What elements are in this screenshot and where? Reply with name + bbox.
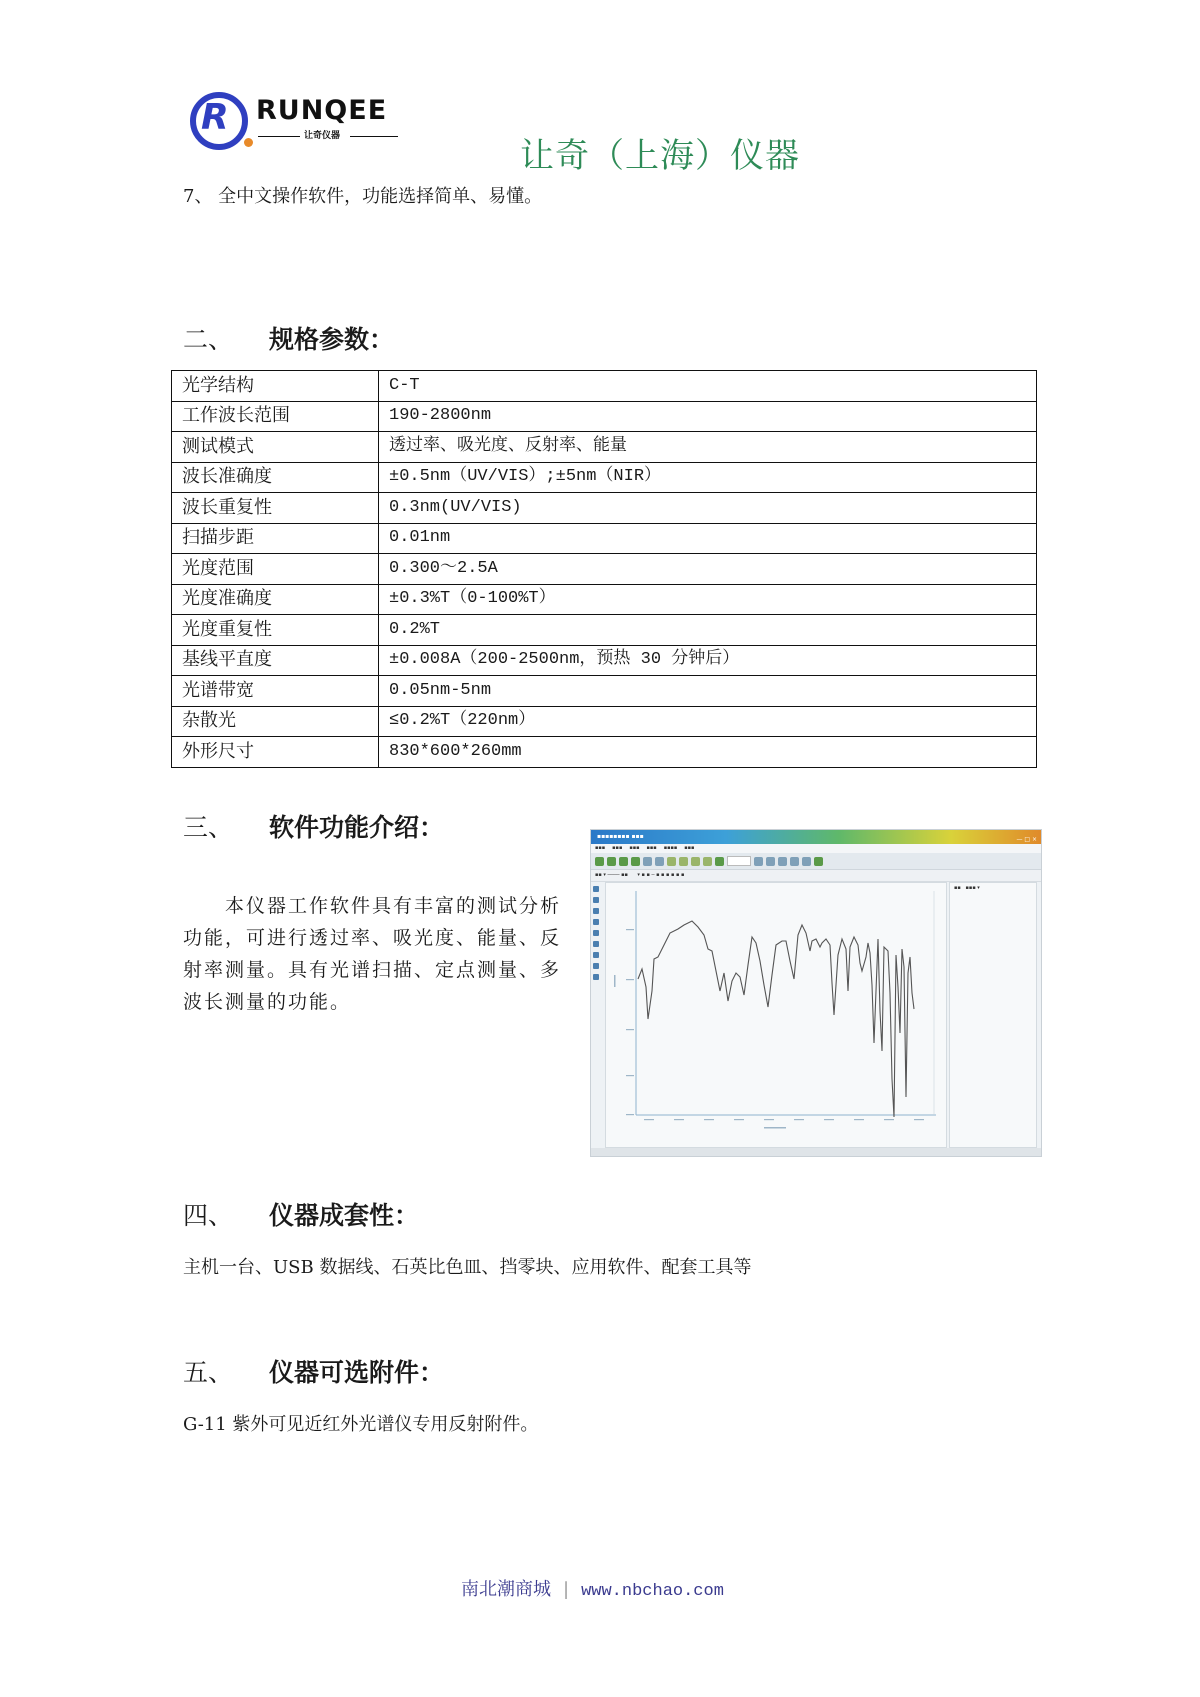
footer-site-name: 南北潮商城 — [461, 1579, 551, 1600]
footer-url-link[interactable]: www.nbchao.com — [581, 1582, 724, 1601]
spec-row — [172, 554, 1037, 585]
spectrum-plot — [605, 882, 947, 1148]
spec-key: 光度重复性 — [172, 615, 379, 646]
spec-row — [172, 645, 1037, 676]
screenshot-right-panel: ▪▪ ▪▪▪ ▾ — [949, 882, 1037, 1148]
spec-value: ≤0.2%T（220nm） — [379, 706, 1037, 737]
screenshot-menubar: ▪▪▪ ▪▪▪ ▪▪▪ ▪▪▪ ▪▪▪▪ ▪▪▪ — [591, 844, 1041, 853]
screenshot-toolbar — [591, 853, 1041, 870]
spec-row — [172, 523, 1037, 554]
spec-key: 外形尺寸 — [172, 737, 379, 768]
spec-row — [172, 676, 1037, 707]
footer — [461, 1578, 724, 1604]
kit-contents: 主机一台、USB 数据线、石英比色皿、挡零块、应用软件、配套工具等 — [183, 1257, 752, 1278]
spec-row — [172, 462, 1037, 493]
spec-row — [172, 706, 1037, 737]
spec-value: 0.3nm(UV/VIS) — [379, 493, 1037, 524]
runqee-logo — [190, 88, 405, 160]
spec-value: C-T — [379, 371, 1037, 402]
footer-separator: | — [563, 1579, 570, 1600]
spec-key: 光谱带宽 — [172, 676, 379, 707]
spectrum-curve — [606, 883, 946, 1143]
spec-key: 测试模式 — [172, 432, 379, 463]
feature-item-7: 7、 全中文操作软件，功能选择简单、易懂。 — [183, 186, 543, 207]
spec-value: 190-2800nm — [379, 401, 1037, 432]
spec-key: 光学结构 — [172, 371, 379, 402]
spec-value: ±0.3%T（0-100%T） — [379, 584, 1037, 615]
spec-key: 扫描步距 — [172, 523, 379, 554]
spec-key: 波长重复性 — [172, 493, 379, 524]
spec-value: ±0.5nm（UV/VIS）;±5nm（NIR） — [379, 462, 1037, 493]
spec-key: 光度范围 — [172, 554, 379, 585]
spec-key: 光度准确度 — [172, 584, 379, 615]
spec-value: 0.01nm — [379, 523, 1037, 554]
screenshot-statusbar — [591, 1148, 1041, 1156]
spec-row — [172, 737, 1037, 768]
screenshot-titlebar: ▪▪▪▪▪▪▪▪ ▪▪▪ — □ × — [591, 830, 1041, 844]
spec-row — [172, 584, 1037, 615]
logo-dot-icon — [244, 138, 253, 147]
spec-key: 杂散光 — [172, 706, 379, 737]
spec-row — [172, 493, 1037, 524]
optional-accessory: G-11 紫外可见近红外光谱仪专用反射附件。 — [183, 1414, 539, 1435]
software-screenshot — [590, 829, 1042, 1157]
section-heading-options: 五、 仪器可选附件： — [183, 1358, 445, 1387]
spec-value: 0.300～2.5A — [379, 554, 1037, 585]
spec-table — [171, 370, 1037, 768]
screenshot-left-tools — [593, 886, 601, 985]
logo-letter: R — [201, 97, 229, 138]
spec-value: 0.05nm-5nm — [379, 676, 1037, 707]
logo-wordmark: RUNQEE — [256, 95, 388, 126]
software-description: 本仪器工作软件具有丰富的测试分析功能，可进行透过率、吸光度、能量、反射率测量。具有光谱扫描、定点测量、多波长测量的功能。 — [183, 895, 562, 1013]
screenshot-toolbar-2: ▪▪ ▾ ──── ▪▪ ▾ ▪ ▪ ─ ▪ ▪ ▪ ▪ ▪ ▪ — [591, 870, 1041, 882]
section-heading-software: 三、 软件功能介绍： — [183, 813, 445, 842]
spec-value: ±0.008A（200-2500nm，预热 30 分钟后） — [379, 645, 1037, 676]
spec-key: 波长准确度 — [172, 462, 379, 493]
spec-value: 830*600*260mm — [379, 737, 1037, 768]
section-heading-kit: 四、 仪器成套性： — [183, 1201, 420, 1230]
spec-row — [172, 371, 1037, 402]
spec-value: 透过率、吸光度、反射率、能量 — [379, 432, 1037, 463]
spec-row — [172, 432, 1037, 463]
spec-key: 工作波长范围 — [172, 401, 379, 432]
spec-row — [172, 401, 1037, 432]
spec-row — [172, 615, 1037, 646]
company-name: 让奇（上海）仪器 — [520, 136, 800, 176]
spec-value: 0.2%T — [379, 615, 1037, 646]
spec-key: 基线平直度 — [172, 645, 379, 676]
logo-subtitle: 让奇仪器 — [258, 130, 398, 142]
section-heading-specs: 二、 规格参数： — [183, 325, 395, 354]
